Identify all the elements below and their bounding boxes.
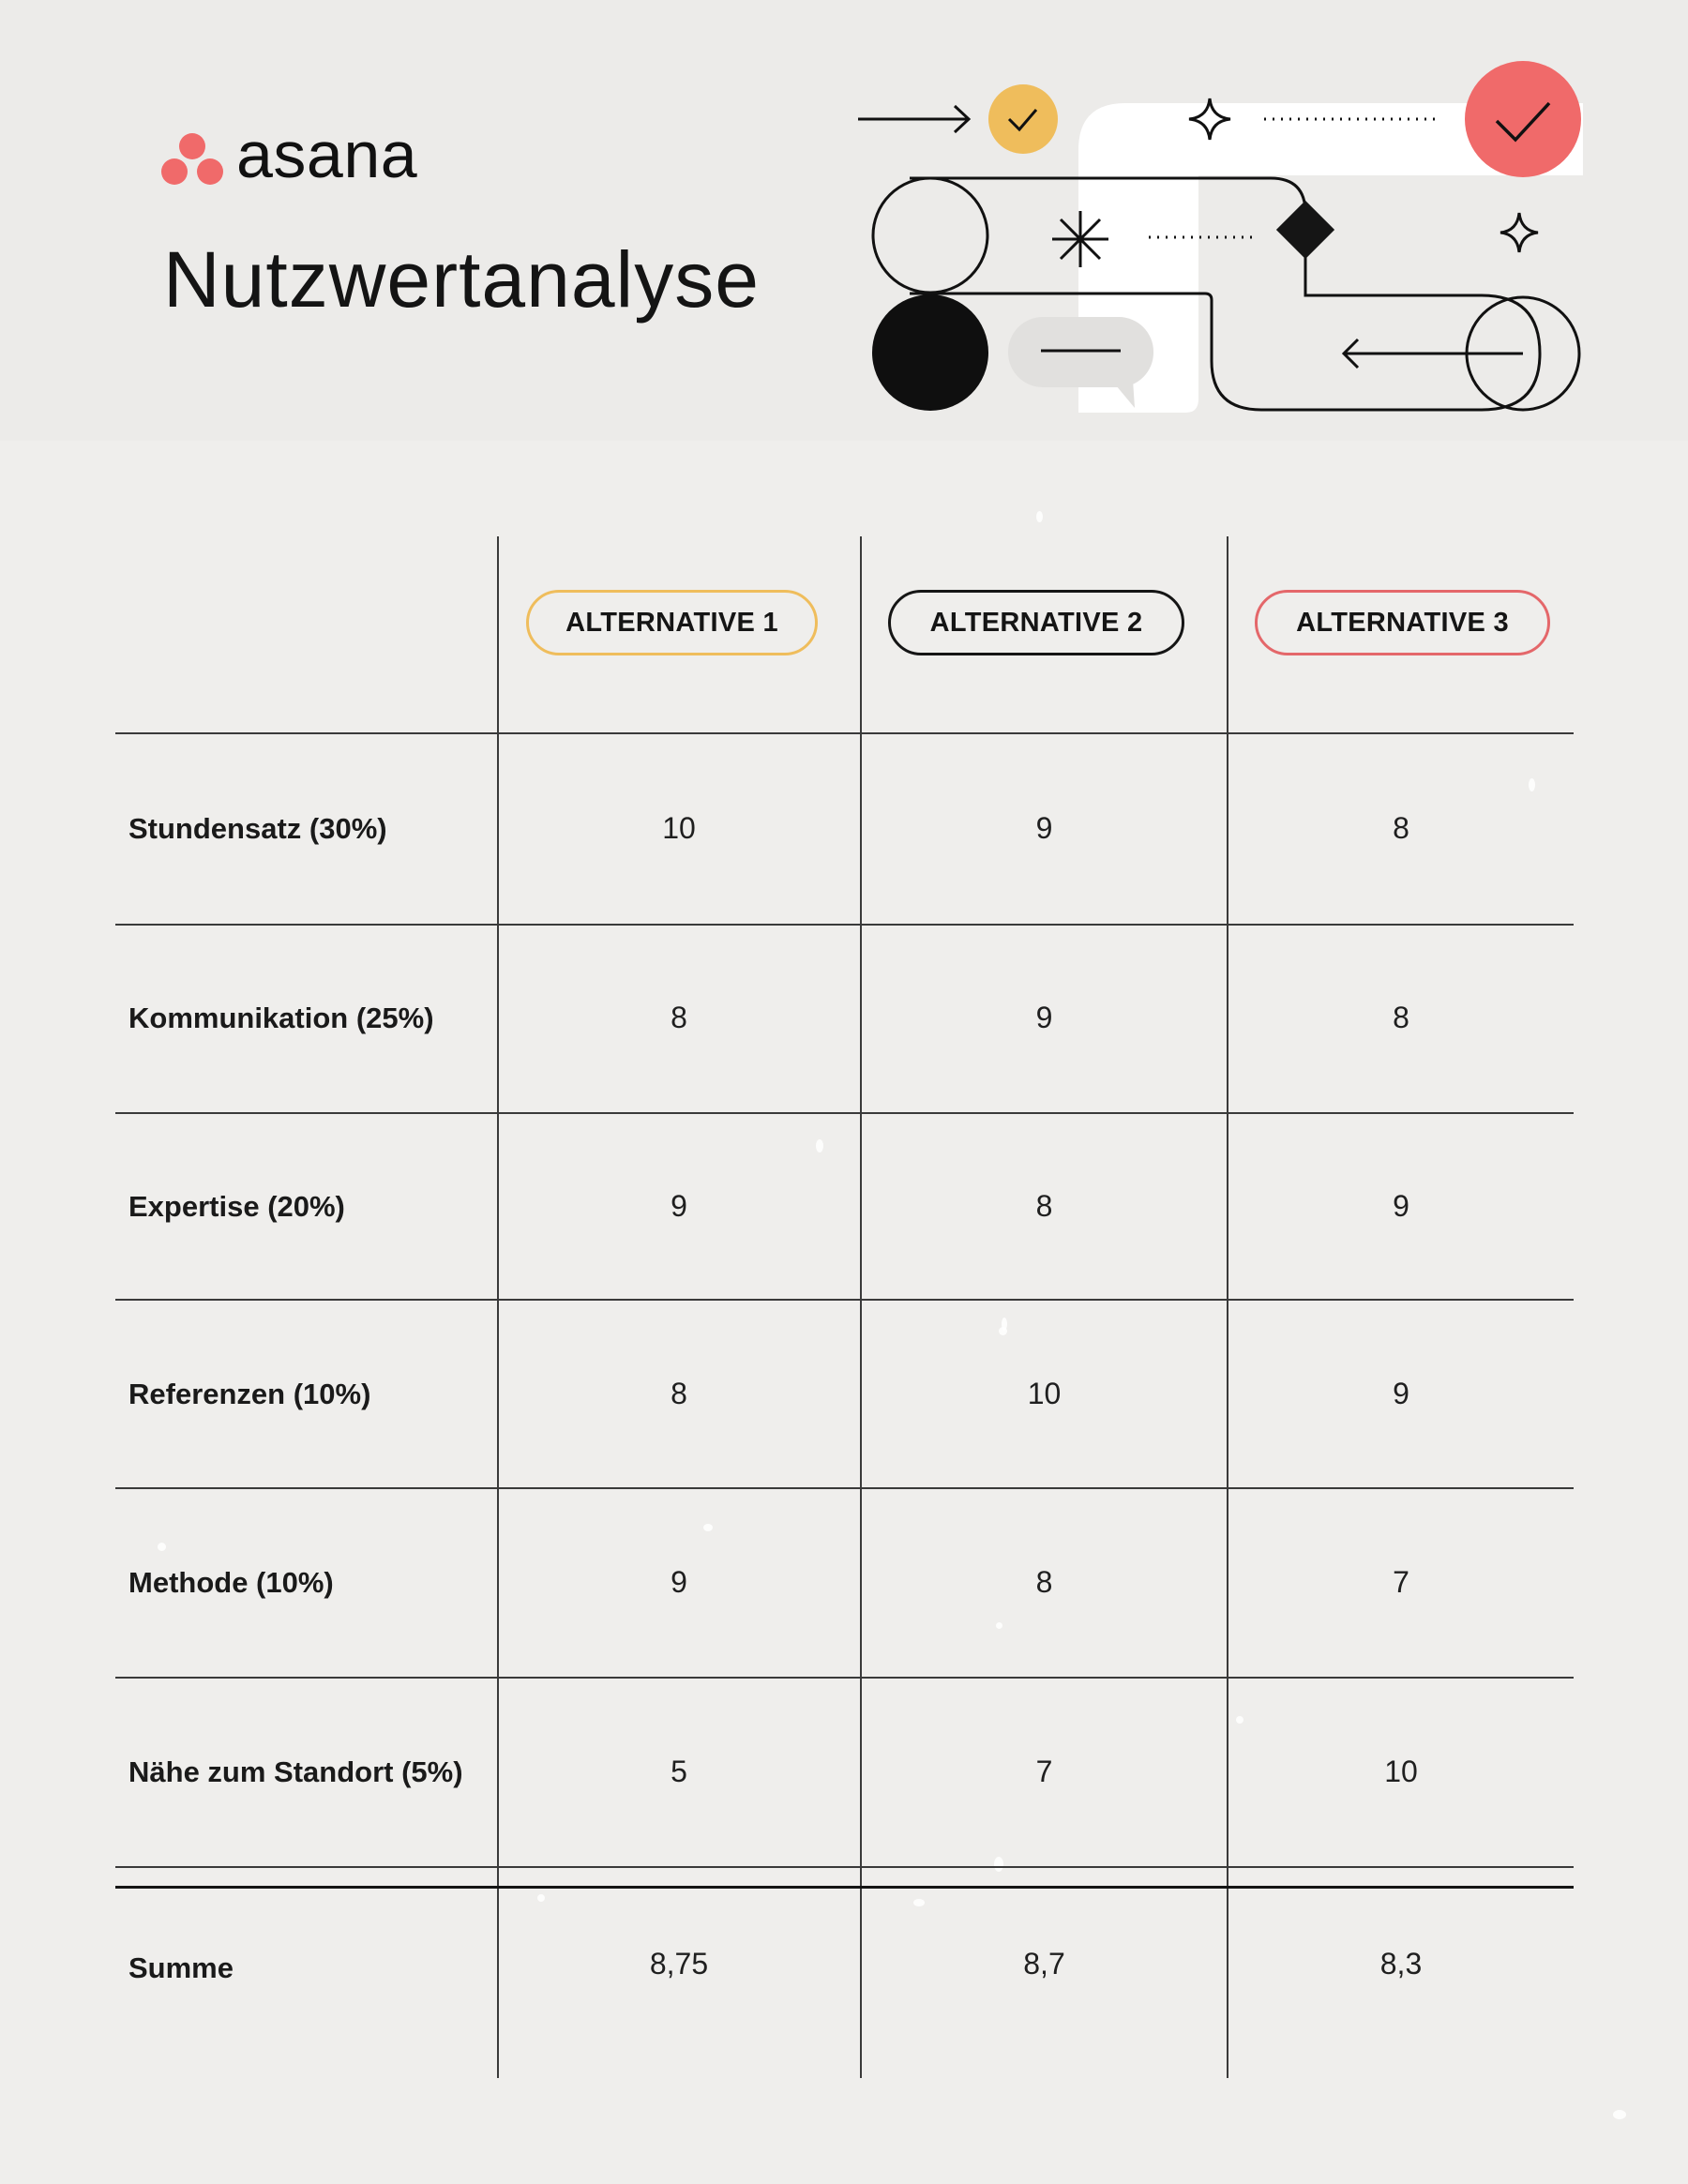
- filled-circle: [872, 294, 988, 411]
- criterion-label: Stundensatz (30%): [128, 811, 387, 845]
- score-cell: 8: [671, 1377, 687, 1410]
- criterion-label: Kommunikation (25%): [128, 1001, 434, 1034]
- total-row: [115, 1870, 1574, 2058]
- workflow-path: [910, 178, 1540, 410]
- score-cell: 9: [1035, 811, 1053, 845]
- table-row: [115, 1112, 1574, 1301]
- score-cell: 10: [662, 811, 696, 845]
- alternative-2-header: ALTERNATIVE 2: [888, 590, 1184, 655]
- score-cell: 9: [671, 1565, 687, 1599]
- asana-logo-icon: [161, 126, 223, 184]
- score-cell: 5: [671, 1755, 687, 1788]
- paper-fleck: [1036, 511, 1043, 522]
- score-cell: 9: [1393, 1377, 1409, 1410]
- criterion-label: Expertise (20%): [128, 1189, 345, 1223]
- score-cell: 7: [1393, 1565, 1409, 1599]
- table-row: [115, 1488, 1574, 1677]
- score-cell: 8: [1035, 1565, 1053, 1599]
- alternative-3-header: ALTERNATIVE 3: [1255, 590, 1550, 655]
- alternative-1-header: ALTERNATIVE 1: [526, 590, 818, 655]
- criterion-label: Referenzen (10%): [128, 1377, 371, 1410]
- check-circle-coral-icon: [1465, 61, 1581, 177]
- score-cell: 9: [671, 1189, 687, 1223]
- total-score-cell: 8,3: [1379, 1947, 1423, 1981]
- score-cell: 8: [671, 1001, 687, 1034]
- score-cell: 9: [1393, 1189, 1409, 1223]
- score-cell: 9: [1035, 1001, 1053, 1034]
- paper-fleck: [1613, 2110, 1626, 2119]
- score-cell: 10: [1384, 1755, 1418, 1788]
- criterion-label: Nähe zum Standort (5%): [128, 1755, 463, 1788]
- table-row: [115, 1300, 1574, 1488]
- total-score-cell: 8,75: [649, 1947, 709, 1981]
- evaluation-table: [115, 536, 1574, 2078]
- sparkle-icon: [1500, 213, 1538, 252]
- diamond-icon: [1276, 201, 1334, 259]
- total-score-cell: 8,7: [1023, 1947, 1065, 1981]
- check-circle-yellow-icon: [988, 84, 1058, 154]
- score-cell: 8: [1035, 1189, 1053, 1223]
- score-cell: 8: [1393, 1001, 1409, 1034]
- asterisk-icon: [1052, 211, 1108, 267]
- total-label: Summe: [128, 1951, 234, 1984]
- arrow-left-icon: [1344, 297, 1579, 410]
- workflow-illustration: [844, 52, 1594, 427]
- score-cell: 7: [1035, 1755, 1053, 1788]
- row-divider: [115, 1866, 1574, 1868]
- criterion-label: Methode (10%): [128, 1565, 334, 1599]
- score-cell: 8: [1393, 811, 1409, 845]
- score-cell: 10: [1027, 1377, 1062, 1410]
- page-title: Nutzwertanalyse: [163, 235, 760, 324]
- table-row: [115, 924, 1574, 1112]
- table-row: [115, 734, 1574, 923]
- arrow-right-icon: [858, 106, 969, 132]
- table-row: [115, 1678, 1574, 1866]
- brand-name: asana: [236, 118, 418, 191]
- hollow-circle: [873, 178, 987, 293]
- asana-logo: [161, 118, 418, 191]
